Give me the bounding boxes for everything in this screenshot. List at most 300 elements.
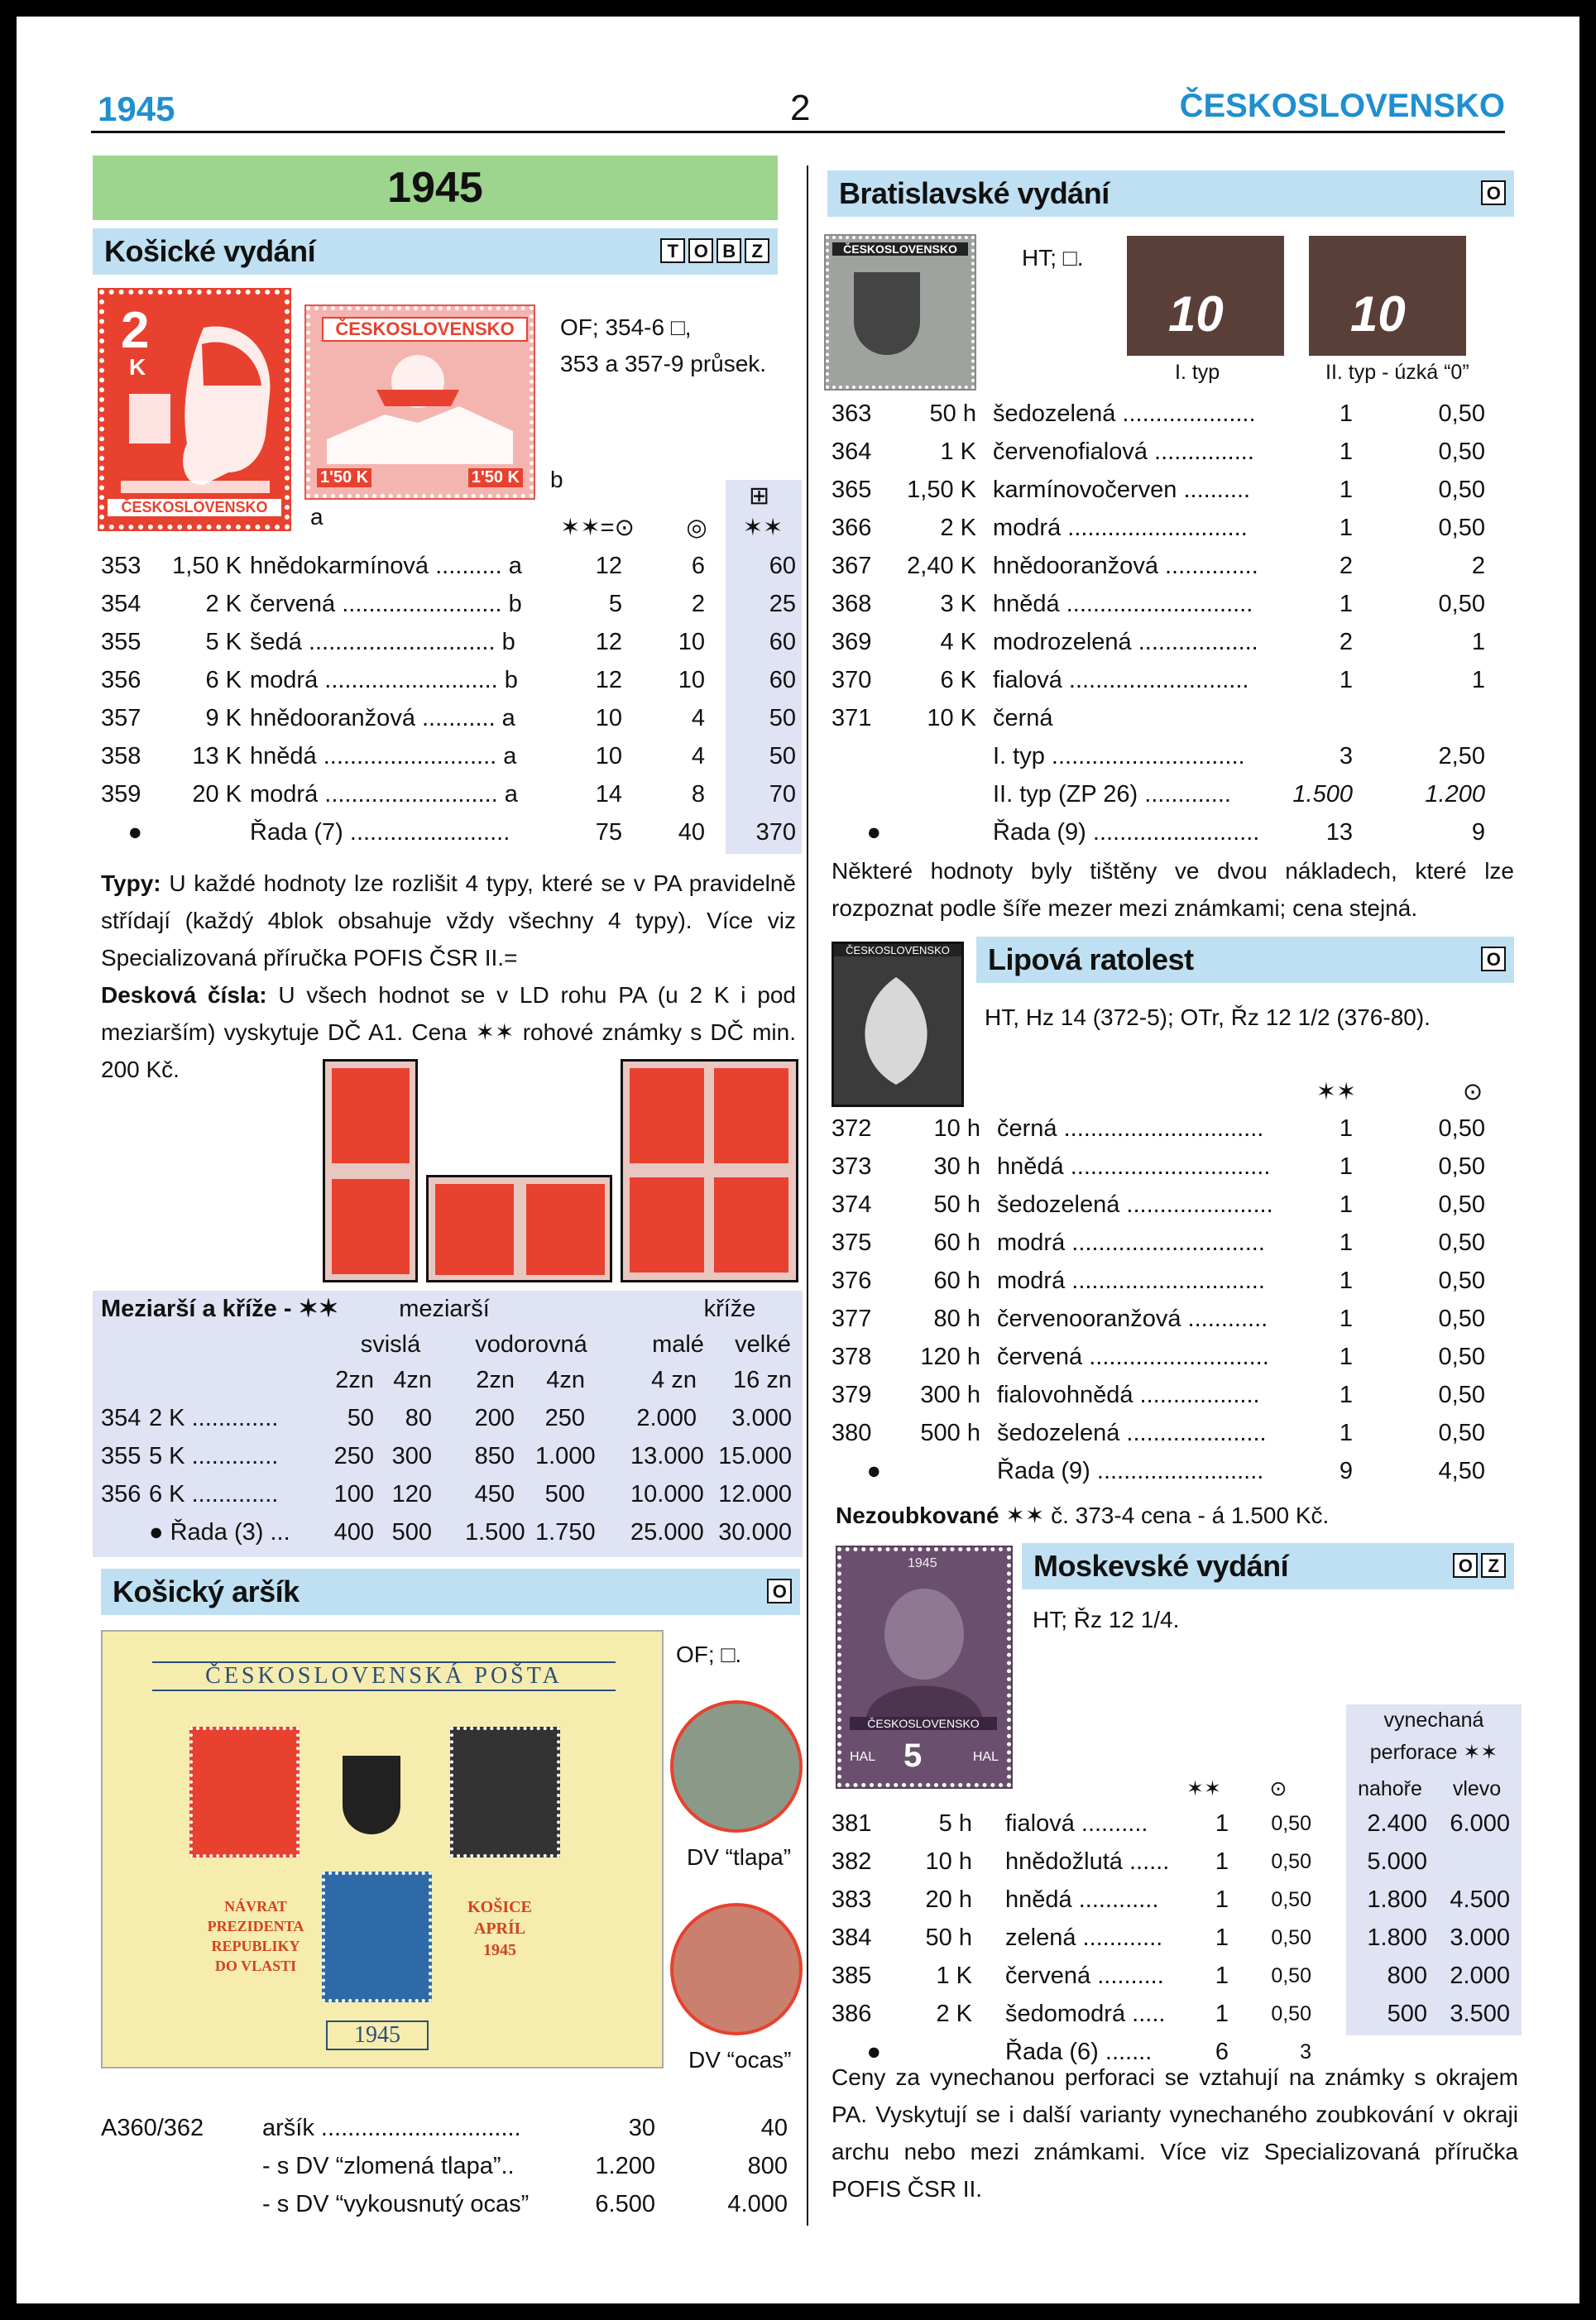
- price-used: 0,50: [1438, 591, 1485, 617]
- price: 850: [474, 1443, 515, 1469]
- item-name: - s DV “vykousnutý ocas”: [262, 2191, 530, 2217]
- face-value: 50 h: [933, 1191, 980, 1218]
- moskevske-note: HT; Řz 12 1/4.: [1033, 1607, 1180, 1632]
- typy-paragraph: [101, 865, 796, 976]
- price: 400: [333, 1519, 374, 1546]
- stamp-number: 382: [832, 1848, 872, 1875]
- badge-group: [660, 238, 769, 263]
- price-mint: 5: [608, 591, 622, 617]
- table-row: [101, 2148, 796, 2184]
- face-value: 30 h: [933, 1153, 980, 1180]
- table-row: [101, 1514, 796, 1551]
- perforation-head: perforace ✶✶: [1369, 1741, 1498, 1764]
- section-title: Moskevské vydání: [1033, 1549, 1289, 1583]
- color-name: červenofialová ...............: [993, 439, 1254, 465]
- table-row: [832, 1186, 1518, 1223]
- color-name: hnědá ............................: [993, 591, 1253, 617]
- price-used: 10: [678, 667, 705, 693]
- stamp-number: 365: [832, 477, 872, 503]
- price: 2.000: [636, 1405, 697, 1431]
- table-row: [832, 586, 1518, 622]
- table-row: [832, 1843, 1518, 1880]
- color-name: šedozelená ....................: [993, 400, 1256, 427]
- stamp-number: 354: [101, 1405, 141, 1431]
- stamp-number: 386: [832, 2001, 872, 2027]
- price-mint: 10: [595, 705, 622, 731]
- price-perf-left: 3.500: [1450, 2001, 1510, 2027]
- price: 120: [391, 1481, 432, 1508]
- dv-label: DV “tlapa”: [687, 1844, 792, 1870]
- face-value: 5 K: [205, 629, 242, 655]
- price: 500: [544, 1481, 585, 1508]
- price-mint: 1: [1215, 2001, 1229, 2027]
- section-arsik: [101, 1569, 800, 1615]
- face-value: 50 h: [929, 400, 976, 427]
- table-row: [101, 2110, 796, 2146]
- price-perf-left: 3.000: [1450, 1925, 1510, 1951]
- col-head-pair: ✶✶: [742, 515, 784, 541]
- price-mint: 1: [1339, 1268, 1353, 1294]
- badge: O: [767, 1579, 792, 1603]
- price-used: 2: [1471, 553, 1485, 579]
- badge-group: [1453, 1553, 1506, 1578]
- badge: O: [1481, 947, 1506, 971]
- color-name: karmínovočerven ..........: [993, 477, 1251, 503]
- color-name: hnědá .......................... a: [250, 743, 517, 769]
- typy-label: Typy:: [101, 870, 161, 896]
- price-used: 0,50: [1438, 477, 1485, 503]
- souvenir-sheet-image: [101, 1630, 664, 2068]
- price-mint: 1: [1339, 591, 1353, 617]
- table-row: [93, 662, 804, 698]
- face-value: 3 K: [940, 591, 976, 617]
- stamp-number: 354: [101, 591, 141, 617]
- item-name: - s DV “zlomená tlapa”..: [262, 2153, 515, 2179]
- face-value: 1,50 K: [172, 553, 242, 579]
- price-mint: 1: [1339, 1306, 1353, 1332]
- stamp-number: 372: [832, 1115, 872, 1142]
- sheet-year: 1945: [326, 2020, 429, 2050]
- price-mint: 1: [1339, 1153, 1353, 1180]
- stamp-number: ●: [866, 1458, 881, 1484]
- sheet-coat-of-arms: [343, 1756, 400, 1834]
- face-value: 500 h: [920, 1420, 980, 1446]
- item-name: aršík ..............................: [262, 2115, 521, 2141]
- sheet-stamp-red: [189, 1727, 300, 1857]
- price-used: 0,50: [1438, 1344, 1485, 1370]
- price-mint: 75: [595, 819, 622, 846]
- price-used: 0,50: [1271, 2002, 1311, 2025]
- table-row: [832, 1301, 1518, 1337]
- stamp-number: 356: [101, 667, 141, 693]
- table-row: [93, 700, 804, 736]
- price-mint: 1.200: [595, 2153, 655, 2179]
- face-value: 120 h: [920, 1344, 980, 1370]
- section-title: Bratislavské vydání: [839, 176, 1110, 210]
- stamp-value-right: 1'50 K: [468, 468, 523, 487]
- price-mint: 1: [1215, 1810, 1229, 1837]
- price-mint: 1: [1339, 1344, 1353, 1370]
- price-mint: 1: [1339, 1115, 1353, 1142]
- detail-typ1-image: 10: [1127, 236, 1284, 356]
- table-row: [832, 1958, 1518, 1994]
- stamp-number: 374: [832, 1191, 872, 1218]
- face-value: 1 K: [936, 1963, 972, 1989]
- price-used: 0,50: [1271, 1926, 1311, 1949]
- deskova-label: Desková čísla:: [101, 982, 267, 1008]
- price-used: 4.000: [727, 2191, 788, 2217]
- color-name: fialová ..........: [1005, 1810, 1148, 1837]
- price-pair: 370: [755, 819, 796, 846]
- price: 13.000: [630, 1443, 704, 1469]
- color-name: Řada (6) .......: [1005, 2039, 1153, 2065]
- table-row: [832, 1453, 1518, 1489]
- price-used: 9: [1471, 819, 1485, 846]
- nezoub-text: ✶✶ č. 373-4 cena - á 1.500 Kč.: [1005, 1503, 1330, 1528]
- sheet-text-left: NÁVRAT PREZIDENTA REPUBLIKY DO VLASTI: [207, 1898, 304, 1974]
- stamp-number: 376: [832, 1268, 872, 1294]
- stamp-number: ●: [127, 819, 142, 846]
- price-perf-top: 1.800: [1367, 1925, 1427, 1951]
- stamp-lipa-image: ČESKOSLOVENSKO: [832, 942, 964, 1107]
- stamp-number: 359: [101, 781, 141, 808]
- price: 10.000: [630, 1481, 704, 1508]
- color-name: fialovohnědá ..................: [997, 1382, 1260, 1408]
- table-row: [832, 472, 1518, 508]
- stamp-number: 353: [101, 553, 141, 579]
- section-title: Lipová ratolest: [988, 942, 1194, 976]
- table-row: [832, 1339, 1518, 1375]
- price-mint: 1: [1339, 1230, 1353, 1256]
- price-used: 2,50: [1438, 743, 1485, 769]
- page-number: 2: [790, 88, 811, 128]
- price-mint: 2: [1339, 553, 1353, 579]
- price-used: 4: [691, 705, 705, 731]
- print-note: 353 a 357-9 průsek.: [560, 351, 767, 376]
- price-mint: 1: [1215, 1848, 1229, 1875]
- table-row: [832, 814, 1518, 851]
- col-head-stamped: ◎: [686, 515, 707, 541]
- color-name: fialová ...........................: [993, 667, 1249, 693]
- price-mint: 2: [1339, 629, 1353, 655]
- price-mint: 1: [1339, 1382, 1353, 1408]
- stamp-number: 385: [832, 1963, 872, 1989]
- stamp-number: 371: [832, 705, 872, 731]
- section-moskevske: [1022, 1543, 1514, 1589]
- section-lipova: [976, 937, 1514, 983]
- color-name: červenooranžová ............: [997, 1306, 1268, 1332]
- price: 250: [544, 1405, 585, 1431]
- stamp-number: 381: [832, 1810, 872, 1837]
- color-name: hnědá ..............................: [997, 1153, 1271, 1180]
- price-pair: 60: [769, 667, 796, 693]
- price-pair: 50: [769, 743, 796, 769]
- table-row: [832, 1110, 1518, 1147]
- price-mint: 9: [1339, 1458, 1353, 1484]
- lipova-column-header: ✶✶ ⊙: [1316, 1079, 1483, 1105]
- price-perf-left: 4.500: [1450, 1886, 1510, 1913]
- face-value: ● Řada (3) ...: [149, 1519, 290, 1546]
- price-used: 0,50: [1438, 1306, 1485, 1332]
- meziarsi-sub-head: svislá vodorovná malé velké: [360, 1331, 791, 1358]
- price: 12.000: [718, 1481, 792, 1508]
- arsik-note: OF; □.: [676, 1642, 742, 1667]
- price-mint: 6: [1215, 2039, 1229, 2065]
- color-name: hnědožlutá ......: [1005, 1848, 1170, 1875]
- face-value: 2 K: [205, 591, 242, 617]
- badge: Z: [745, 238, 769, 263]
- section-kosicke: [93, 228, 778, 275]
- table-row: [101, 1400, 796, 1436]
- face-value: 10 h: [933, 1115, 980, 1142]
- color-name: červená ........................ b: [250, 591, 522, 617]
- color-name: hnědokarmínová .......... a: [250, 553, 522, 579]
- price: 500: [391, 1519, 432, 1546]
- price-mint: 13: [1325, 819, 1353, 846]
- badge: O: [1481, 180, 1506, 205]
- perforation-head: vynechaná: [1383, 1709, 1484, 1732]
- soldier-illustration: [104, 295, 285, 525]
- column-divider: [807, 165, 808, 2226]
- plate-pair-horizontal-image: [426, 1175, 612, 1282]
- price-mint: 1.500: [1292, 781, 1353, 808]
- face-value: 5 K .............: [149, 1443, 279, 1469]
- typ1-caption: I. typ: [1175, 361, 1220, 384]
- color-name: černá: [993, 705, 1053, 731]
- stamp-number: 379: [832, 1382, 872, 1408]
- table-row: [93, 586, 804, 622]
- moskevske-column-header: ✶✶ ⊙ nahoře vlevo: [1186, 1777, 1502, 1800]
- price-perf-top: 800: [1387, 1963, 1427, 1989]
- stamp-handshake-image: [306, 306, 534, 498]
- price-used: 1: [1471, 667, 1485, 693]
- col-head-mint-used: ✶✶=⊙: [560, 515, 635, 541]
- table-row: [832, 1805, 1518, 1842]
- price-perf-top: 2.400: [1367, 1810, 1427, 1837]
- face-value: 6 K: [205, 667, 242, 693]
- price-used: 0,50: [1438, 1153, 1485, 1180]
- price: 3.000: [731, 1405, 792, 1431]
- price-used: 0,50: [1438, 1191, 1485, 1218]
- price-used: 0,50: [1438, 1268, 1485, 1294]
- table-row: [832, 662, 1518, 698]
- color-name: modrá .............................: [997, 1230, 1265, 1256]
- face-value: 80 h: [933, 1306, 980, 1332]
- table-row: [832, 510, 1518, 546]
- stamp-number: 370: [832, 667, 872, 693]
- table-row: [101, 1438, 796, 1474]
- color-name: hnědooranžová ..............: [993, 553, 1258, 579]
- stamp-number: 366: [832, 515, 872, 541]
- table-row: [832, 434, 1518, 470]
- print-note: OF; 354-6 □,: [560, 314, 692, 340]
- color-name: modrá .............................: [997, 1268, 1265, 1294]
- price: 300: [391, 1443, 432, 1469]
- price-mint: 1: [1339, 400, 1353, 427]
- stamp-unit: K: [129, 354, 146, 380]
- stamp-number: 383: [832, 1886, 872, 1913]
- face-value: 6 K: [940, 667, 976, 693]
- face-value: 6 K .............: [149, 1481, 279, 1508]
- header-country: ČESKOSLOVENSKO: [1179, 88, 1505, 124]
- header-rule: [91, 131, 1505, 133]
- stamp-number: 378: [832, 1344, 872, 1370]
- price-perf-left: 2.000: [1450, 1963, 1510, 1989]
- table-row: [832, 1148, 1518, 1185]
- stamp-country: ČESKOSLOVENSKO: [108, 499, 281, 516]
- pair-icon: ⊞: [749, 482, 770, 510]
- face-value: 2 K .............: [149, 1405, 279, 1431]
- stamp-number: 384: [832, 1925, 872, 1951]
- bratislavske-note: HT; □.: [1022, 245, 1084, 271]
- color-name: zelená ............: [1005, 1925, 1163, 1951]
- price: 250: [333, 1443, 374, 1469]
- price-perf-top: 500: [1387, 2001, 1427, 2027]
- price-mint: 1: [1339, 439, 1353, 465]
- stamp-number: ●: [866, 819, 881, 846]
- nezoub-label: Nezoubkované: [836, 1503, 999, 1528]
- color-name: Řada (7) ........................: [250, 819, 510, 846]
- color-name: šedá ............................ b: [250, 629, 515, 655]
- table-row: [832, 1881, 1518, 1918]
- face-value: 20 K: [192, 781, 242, 808]
- section-title: Košické vydání: [104, 234, 316, 268]
- color-name: modrozelená ..................: [993, 629, 1258, 655]
- color-name: šedomodrá .....: [1005, 2001, 1166, 2027]
- face-value: 1 K: [940, 439, 976, 465]
- sheet-text-right: KOŠICE APRÍL 1945: [467, 1898, 532, 1959]
- table-row: [93, 814, 804, 851]
- table-row: [832, 395, 1518, 432]
- table-row: [832, 1996, 1518, 2032]
- stamp-president-image: 1945 ČESKOSLOVENSKO 5 HAL HAL: [837, 1547, 1011, 1787]
- stamp-number: 369: [832, 629, 872, 655]
- price-mint: 6.500: [595, 2191, 655, 2217]
- stamp-number: 367: [832, 553, 872, 579]
- color-name: červená ..........: [1005, 1963, 1164, 1989]
- price-used: 0,50: [1271, 1964, 1311, 1987]
- price-used: 0,50: [1438, 1382, 1485, 1408]
- price-pair: 60: [769, 553, 796, 579]
- stamp-bratislava-image: ČESKOSLOVENSKO: [826, 236, 975, 389]
- badge-group: [1481, 947, 1506, 971]
- price: 1.500: [465, 1519, 525, 1546]
- stamp-number: 373: [832, 1153, 872, 1180]
- detail-tlapa-image: [670, 1700, 803, 1833]
- table-row: [832, 700, 1518, 736]
- sheet-stamp-blue: [322, 1872, 432, 2002]
- meziarsi-title: Meziarší a kříže - ✶✶: [101, 1296, 339, 1322]
- price-mint: 1: [1215, 1925, 1229, 1951]
- badge: O: [688, 238, 713, 263]
- color-name: II. typ (ZP 26) .............: [993, 781, 1231, 808]
- face-value: 20 h: [925, 1886, 972, 1913]
- table-row: [832, 738, 1518, 774]
- price-used: 800: [747, 2153, 788, 2179]
- price-mint: 3: [1339, 743, 1353, 769]
- price: 25.000: [630, 1519, 704, 1546]
- table-row: [832, 1225, 1518, 1261]
- price: 100: [333, 1481, 374, 1508]
- price-mint: 12: [595, 667, 622, 693]
- stamp-number: 355: [101, 629, 141, 655]
- color-name: šedozelená ......................: [997, 1191, 1273, 1218]
- typy-text: U každé hodnoty lze rozlišit 4 typy, které se v PA pravidelně střídají (každý 4blok obsahuje vždy všechny 4 typy). Více viz Specializovaná příručka POFIS ČSR II.=: [101, 870, 797, 971]
- stamp-number: 363: [832, 400, 872, 427]
- stamp-number: 355: [101, 1443, 141, 1469]
- price-perf-left: 6.000: [1450, 1810, 1510, 1837]
- price-mint: 10: [595, 743, 622, 769]
- table-row: [832, 548, 1518, 584]
- price-used: 10: [678, 629, 705, 655]
- table-row: [93, 624, 804, 660]
- deskova-text: U všech hodnot se v LD rohu PA (u 2 K i pod meziarším) vyskytuje DČ A1. Cena ✶✶ rohové známky s DČ min. 200 Kč.: [101, 982, 797, 1082]
- price-used: 6: [691, 553, 705, 579]
- price-mint: 1: [1215, 1963, 1229, 1989]
- price-mint: 14: [595, 781, 622, 808]
- price-pair: 50: [769, 705, 796, 731]
- table-row: [832, 624, 1518, 660]
- stamp-label-b: b: [550, 467, 563, 492]
- meziarsi-group-head: meziarší kříže: [399, 1296, 756, 1322]
- face-value: 300 h: [920, 1382, 980, 1408]
- stamp-country: ČESKOSLOVENSKO: [322, 317, 528, 342]
- price-mint: 1: [1339, 515, 1353, 541]
- badge: B: [717, 238, 741, 263]
- header-year: 1945: [98, 89, 175, 128]
- price-used: 0,50: [1438, 1115, 1485, 1142]
- badge-group: [1481, 180, 1506, 205]
- price-used: 0,50: [1438, 1420, 1485, 1446]
- stamp-number: A360/362: [101, 2115, 204, 2141]
- face-value: 1,50 K: [907, 477, 976, 503]
- price-used: 1.200: [1425, 781, 1485, 808]
- table-row: [832, 776, 1518, 812]
- stamp-number: 380: [832, 1420, 872, 1446]
- detail-typ2-image: 10: [1309, 236, 1466, 356]
- section-bratislavske: [827, 170, 1514, 217]
- stamp-number: 357: [101, 705, 141, 731]
- price-used: 40: [678, 819, 705, 846]
- table-row: [101, 2186, 796, 2222]
- face-value: 60 h: [933, 1268, 980, 1294]
- price-used: 0,50: [1271, 1888, 1311, 1911]
- price-pair: 25: [769, 591, 796, 617]
- table-row: [101, 1476, 796, 1512]
- color-name: I. typ .............................: [993, 743, 1245, 769]
- stamp-value: 2: [121, 302, 150, 359]
- nezoub-line: [836, 1499, 1329, 1532]
- column-header-row: [93, 510, 796, 546]
- price-used: 0,50: [1271, 1812, 1311, 1835]
- stamp-number: ●: [866, 2039, 881, 2065]
- stamp-label-a: a: [310, 504, 324, 530]
- stamp-number: 368: [832, 591, 872, 617]
- table-row: [93, 738, 804, 774]
- color-name: Řada (9) .........................: [997, 1458, 1264, 1484]
- price-mint: 12: [595, 629, 622, 655]
- color-name: hnědá ............: [1005, 1886, 1159, 1913]
- face-value: 2,40 K: [907, 553, 976, 579]
- bratislavske-paragraph: Některé hodnoty byly tištěny ve dvou nákladech, které lze rozpoznat podle šíře mezer mezi známkami; cena stejná.: [832, 858, 1514, 921]
- detail-ocas-image: [670, 1903, 803, 2035]
- stamp-number: 377: [832, 1306, 872, 1332]
- price-used: 0,50: [1438, 400, 1485, 427]
- moskevske-paragraph: Ceny za vynechanou perforaci se vztahují na známky s okrajem PA. Vyskytují se i další varianty vynechaného zoubkování v okraji archu nebo mezi známkami. Více viz Specializovaná příručka POFIS ČSR II.: [832, 2064, 1518, 2202]
- price-used: 0,50: [1438, 439, 1485, 465]
- stamp-number: 358: [101, 743, 141, 769]
- color-name: černá ..............................: [997, 1115, 1264, 1142]
